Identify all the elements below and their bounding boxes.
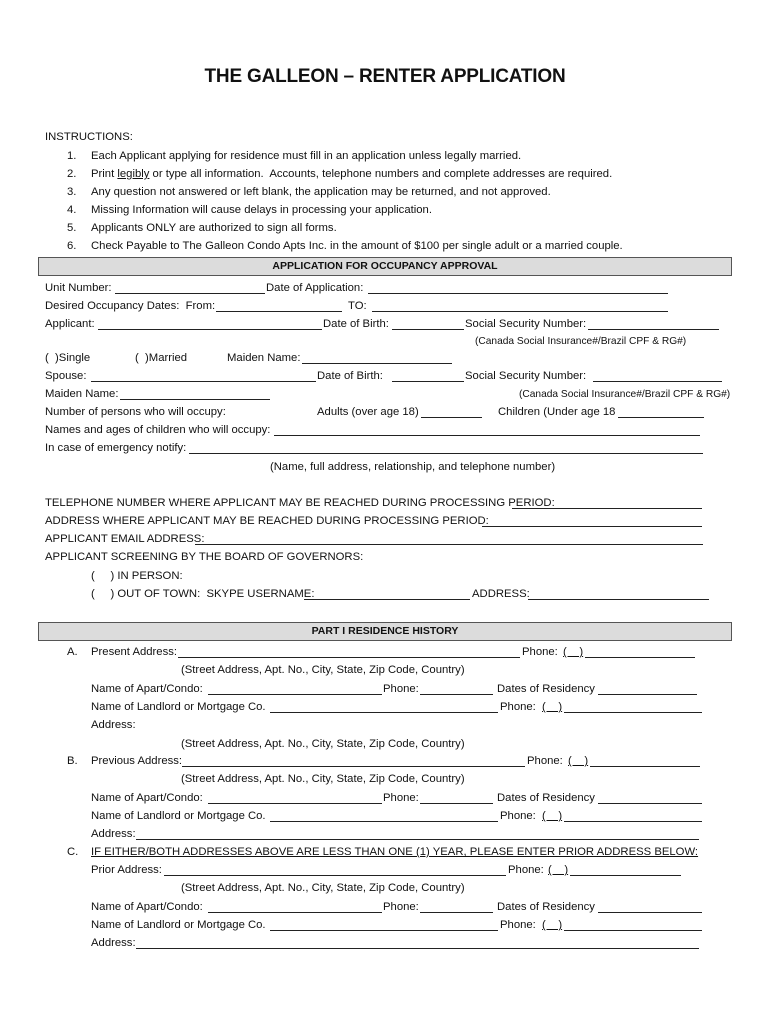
- area-code-paren: ( ): [548, 864, 569, 876]
- landlord-label: Name of Landlord or Mortgage Co.: [91, 919, 266, 931]
- area-code-paren: ( ): [563, 646, 584, 658]
- instruction-number: 4.: [67, 204, 77, 216]
- persons-label: Number of persons who will occupy:: [45, 406, 226, 418]
- prior-phone-field[interactable]: [570, 875, 681, 876]
- prior-address-field[interactable]: [164, 875, 506, 876]
- maiden-name-label: Maiden Name:: [45, 388, 119, 400]
- section-a-label: A.: [67, 646, 78, 658]
- single-checkbox[interactable]: ( )Single: [45, 352, 91, 364]
- apart-label: Name of Apart/Condo:: [91, 683, 203, 695]
- landlord-phone-field[interactable]: [564, 930, 702, 931]
- present-address-field[interactable]: [178, 657, 520, 658]
- previous-address-field[interactable]: [182, 766, 525, 767]
- ssn-label: Social Security Number:: [465, 318, 587, 330]
- street-note: (Street Address, Apt. No., City, State, Zip Code, Country): [181, 664, 465, 676]
- landlord-field[interactable]: [270, 930, 498, 931]
- maiden-name-field[interactable]: [120, 399, 270, 400]
- adults-field[interactable]: [421, 417, 482, 418]
- unit-number-field[interactable]: [115, 293, 265, 294]
- apart-phone-field[interactable]: [420, 694, 493, 695]
- residency-label: Dates of Residency: [497, 792, 595, 804]
- spouse-label: Spouse:: [45, 370, 87, 382]
- section-c-label: C.: [67, 846, 79, 858]
- apart-field[interactable]: [208, 803, 382, 804]
- section-b-label: B.: [67, 755, 78, 767]
- residency-field[interactable]: [598, 803, 702, 804]
- instruction-number: 3.: [67, 186, 77, 198]
- screening-label: APPLICANT SCREENING BY THE BOARD OF GOVERNORS:: [45, 551, 364, 563]
- apart-field[interactable]: [208, 694, 382, 695]
- address-field[interactable]: [136, 839, 699, 840]
- apart-phone-field[interactable]: [420, 803, 493, 804]
- desired-dates-label: Desired Occupancy Dates: From:: [45, 300, 216, 312]
- landlord-field[interactable]: [270, 821, 498, 822]
- apart-label: Name of Apart/Condo:: [91, 792, 203, 804]
- address-label: Address:: [91, 719, 136, 731]
- street-note: (Street Address, Apt. No., City, State, Zip Code, Country): [181, 773, 465, 785]
- apart-phone-field[interactable]: [420, 912, 493, 913]
- instruction-text: Any question not answered or left blank, the application may be returned, and not approved.: [91, 186, 551, 198]
- residence-section-header: PART I RESIDENCE HISTORY: [38, 622, 732, 641]
- ssn-field[interactable]: [588, 329, 719, 330]
- instruction-number: 1.: [67, 150, 77, 162]
- landlord-field[interactable]: [270, 712, 498, 713]
- phone-label: Phone:: [508, 864, 544, 876]
- phone-label: Phone:: [500, 701, 536, 713]
- applicant-field[interactable]: [98, 329, 322, 330]
- processing-address-label: ADDRESS WHERE APPLICANT MAY BE REACHED DURING PROCESSING PERIOD:: [45, 515, 489, 527]
- telephone-field[interactable]: [512, 508, 702, 509]
- residency-field[interactable]: [598, 694, 697, 695]
- phone-label: Phone:: [383, 792, 419, 804]
- street-note: (Street Address, Apt. No., City, State, Zip Code, Country): [181, 738, 465, 750]
- phone-label: Phone:: [383, 683, 419, 695]
- maiden-name-field[interactable]: [302, 363, 452, 364]
- address-label: Address:: [91, 828, 136, 840]
- prior-address-instruction: IF EITHER/BOTH ADDRESSES ABOVE ARE LESS THAN ONE (1) YEAR, PLEASE ENTER PRIOR ADDRESS BELOW:: [91, 846, 699, 858]
- instruction-text: Check Payable to The Galleon Condo Apts Inc. in the amount of $100 per single adult or a married couple.: [91, 240, 623, 252]
- landlord-phone-field[interactable]: [564, 821, 702, 822]
- residency-label: Dates of Residency: [497, 683, 595, 695]
- to-label: TO:: [348, 300, 367, 312]
- area-code-paren: ( ): [542, 919, 563, 931]
- children-field[interactable]: [618, 417, 704, 418]
- instruction-number: 5.: [67, 222, 77, 234]
- area-code-paren: ( ): [542, 810, 563, 822]
- email-field[interactable]: [195, 544, 703, 545]
- area-code-paren: ( ): [542, 701, 563, 713]
- children-label: Children (Under age 18: [498, 406, 616, 418]
- address-field[interactable]: [136, 948, 699, 949]
- present-address-label: Present Address:: [91, 646, 178, 658]
- instruction-text: Applicants ONLY are authorized to sign all forms.: [91, 222, 337, 234]
- spouse-field[interactable]: [91, 381, 316, 382]
- spouse-dob-field[interactable]: [392, 381, 464, 382]
- applicant-label: Applicant:: [45, 318, 95, 330]
- oot-address-field[interactable]: [528, 599, 709, 600]
- phone-label: Phone:: [527, 755, 563, 767]
- from-date-field[interactable]: [216, 311, 342, 312]
- telephone-label: TELEPHONE NUMBER WHERE APPLICANT MAY BE REACHED DURING PROCESSING PERIOD:: [45, 497, 555, 509]
- canada-note: (Canada Social Insurance#/Brazil CPF & RG#): [519, 389, 731, 400]
- occupancy-section-header: APPLICATION FOR OCCUPANCY APPROVAL: [38, 257, 732, 276]
- email-label: APPLICANT EMAIL ADDRESS:: [45, 533, 205, 545]
- date-of-birth-field[interactable]: [392, 329, 464, 330]
- instruction-text: Each Applicant applying for residence must fill in an application unless legally married.: [91, 150, 522, 162]
- date-of-birth-label: Date of Birth:: [323, 318, 389, 330]
- previous-address-label: Previous Address:: [91, 755, 183, 767]
- apart-field[interactable]: [208, 912, 382, 913]
- processing-address-field[interactable]: [482, 526, 702, 527]
- emergency-field[interactable]: [189, 453, 703, 454]
- out-of-town-option[interactable]: ( ) OUT OF TOWN: SKYPE USERNAME:: [91, 588, 315, 600]
- spouse-ssn-label: Social Security Number:: [465, 370, 587, 382]
- emergency-note: (Name, full address, relationship, and telephone number): [270, 461, 556, 473]
- children-names-field[interactable]: [274, 435, 700, 436]
- adults-label: Adults (over age 18): [317, 406, 419, 418]
- phone-label: Phone:: [500, 810, 536, 822]
- phone-label: Phone:: [522, 646, 558, 658]
- instruction-text: Missing Information will cause delays in processing your application.: [91, 204, 432, 216]
- emergency-label: In case of emergency notify:: [45, 442, 187, 454]
- apart-label: Name of Apart/Condo:: [91, 901, 203, 913]
- previous-phone-field[interactable]: [590, 766, 700, 767]
- instruction-text: Print legibly or type all information. Accounts, telephone numbers and complete addresses are required.: [91, 168, 613, 180]
- children-names-label: Names and ages of children who will occupy:: [45, 424, 271, 436]
- canada-note: (Canada Social Insurance#/Brazil CPF & RG#): [475, 336, 687, 347]
- address-label: Address:: [91, 937, 136, 949]
- residency-field[interactable]: [598, 912, 702, 913]
- in-person-option[interactable]: ( ) IN PERSON:: [91, 570, 183, 582]
- married-checkbox[interactable]: ( )Married: [135, 352, 188, 364]
- instruction-number: 6.: [67, 240, 77, 252]
- spouse-ssn-field[interactable]: [593, 381, 722, 382]
- page-title: THE GALLEON – RENTER APPLICATION: [204, 66, 566, 87]
- skype-username-field[interactable]: [304, 599, 470, 600]
- spouse-dob-label: Date of Birth:: [317, 370, 383, 382]
- prior-address-label: Prior Address:: [91, 864, 162, 876]
- residency-label: Dates of Residency: [497, 901, 595, 913]
- instructions-heading: INSTRUCTIONS:: [45, 131, 133, 143]
- maiden-name-label: Maiden Name:: [227, 352, 301, 364]
- landlord-label: Name of Landlord or Mortgage Co.: [91, 810, 266, 822]
- street-note: (Street Address, Apt. No., City, State, Zip Code, Country): [181, 882, 465, 894]
- instruction-number: 2.: [67, 168, 77, 180]
- landlord-phone-field[interactable]: [564, 712, 702, 713]
- phone-label: Phone:: [500, 919, 536, 931]
- landlord-label: Name of Landlord or Mortgage Co.: [91, 701, 266, 713]
- date-of-application-label: Date of Application:: [266, 282, 364, 294]
- area-code-paren: ( ): [568, 755, 589, 767]
- present-phone-field[interactable]: [585, 657, 695, 658]
- oot-address-label: ADDRESS:: [472, 588, 530, 600]
- phone-label: Phone:: [383, 901, 419, 913]
- unit-number-label: Unit Number:: [45, 282, 112, 294]
- date-of-application-field[interactable]: [368, 293, 668, 294]
- to-date-field[interactable]: [372, 311, 668, 312]
